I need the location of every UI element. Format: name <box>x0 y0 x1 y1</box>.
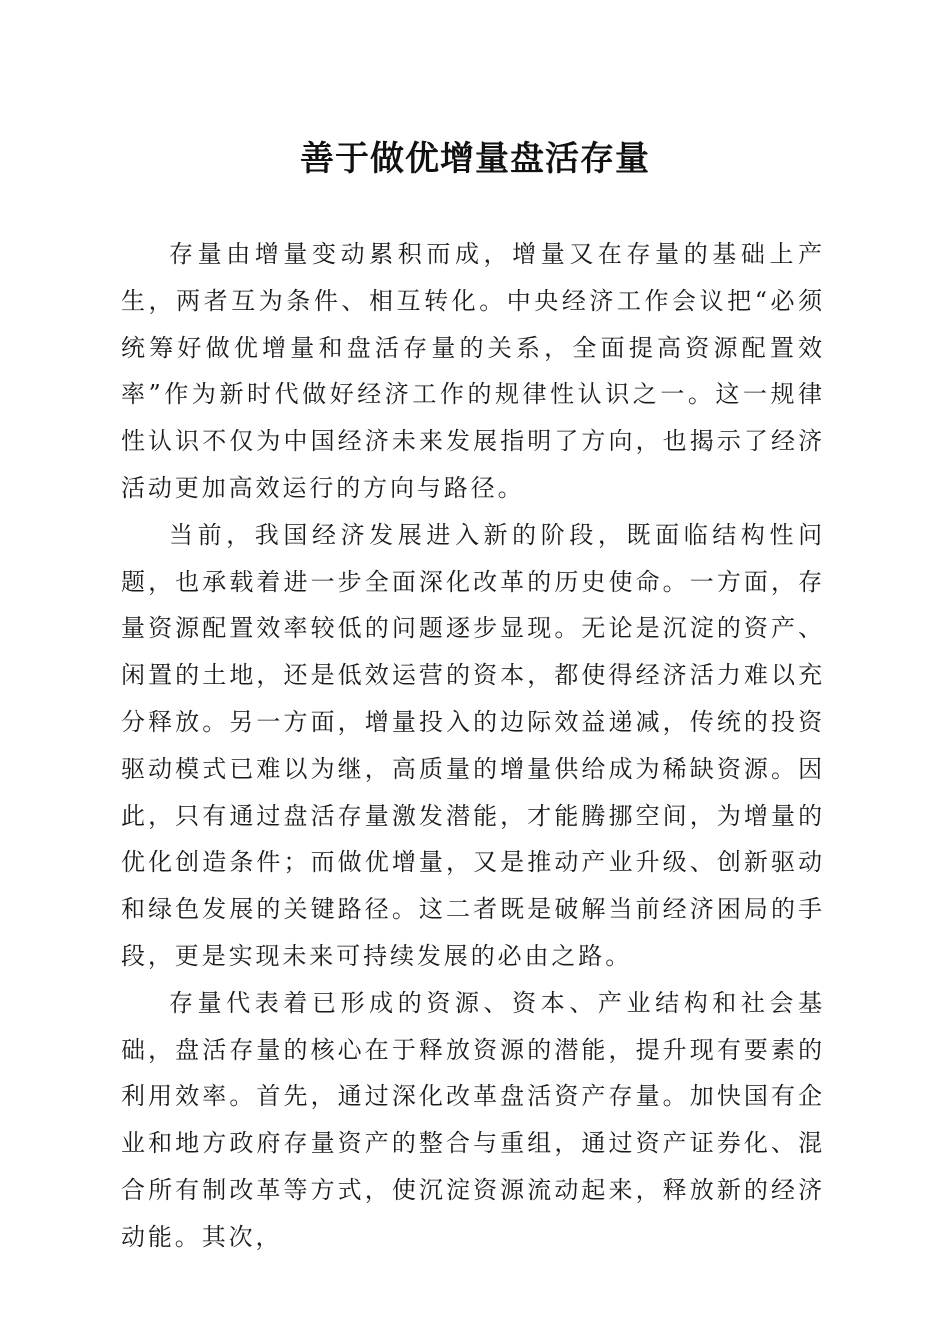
document-title: 善于做优增量盘活存量 <box>300 139 650 179</box>
document-body <box>121 231 825 1261</box>
paragraph-1: 存量由增量变动累积而成，增量又在存量的基础上产生，两者互为条件、相互转化。中央经济工作会议把“必须统筹好做优增量和盘活存量的关系，全面提高资源配置效率”作为新时代做好经济工作的规律性认识之一。这一规律性认识不仅为中国经济未来发展指明了方向，也揭示了经济活动更加高效运行的方向与路径。 <box>121 240 825 502</box>
paragraph-2: 当前，我国经济发展进入新的阶段，既面临结构性问题，也承载着进一步全面深化改革的历史使命。一方面，存量资源配置效率较低的问题逐步显现。无论是沉淀的资产、闲置的土地，还是低效运营的资本，都使得经济活力难以充分释放。另一方面，增量投入的边际效益递减，传统的投资驱动模式已难以为继，高质量的增量供给成为稀缺资源。因此，只有通过盘活存量激发潜能，才能腾挪空间，为增量的优化创造条件；而做优增量，又是推动产业升级、创新驱动和绿色发展的关键路径。这二者既是破解当前经济困局的手段，更是实现未来可持续发展的必由之路。 <box>121 520 825 970</box>
paragraph-3: 存量代表着已形成的资源、资本、产业结构和社会基础，盘活存量的核心在于释放资源的潜能，提升现有要素的利用效率。首先，通过深化改革盘活资产存量。加快国有企业和地方政府存量资产的整合与重组，通过资产证券化、混合所有制改革等方式，使沉淀资源流动起来，释放新的经济动能。其次， <box>121 988 825 1251</box>
